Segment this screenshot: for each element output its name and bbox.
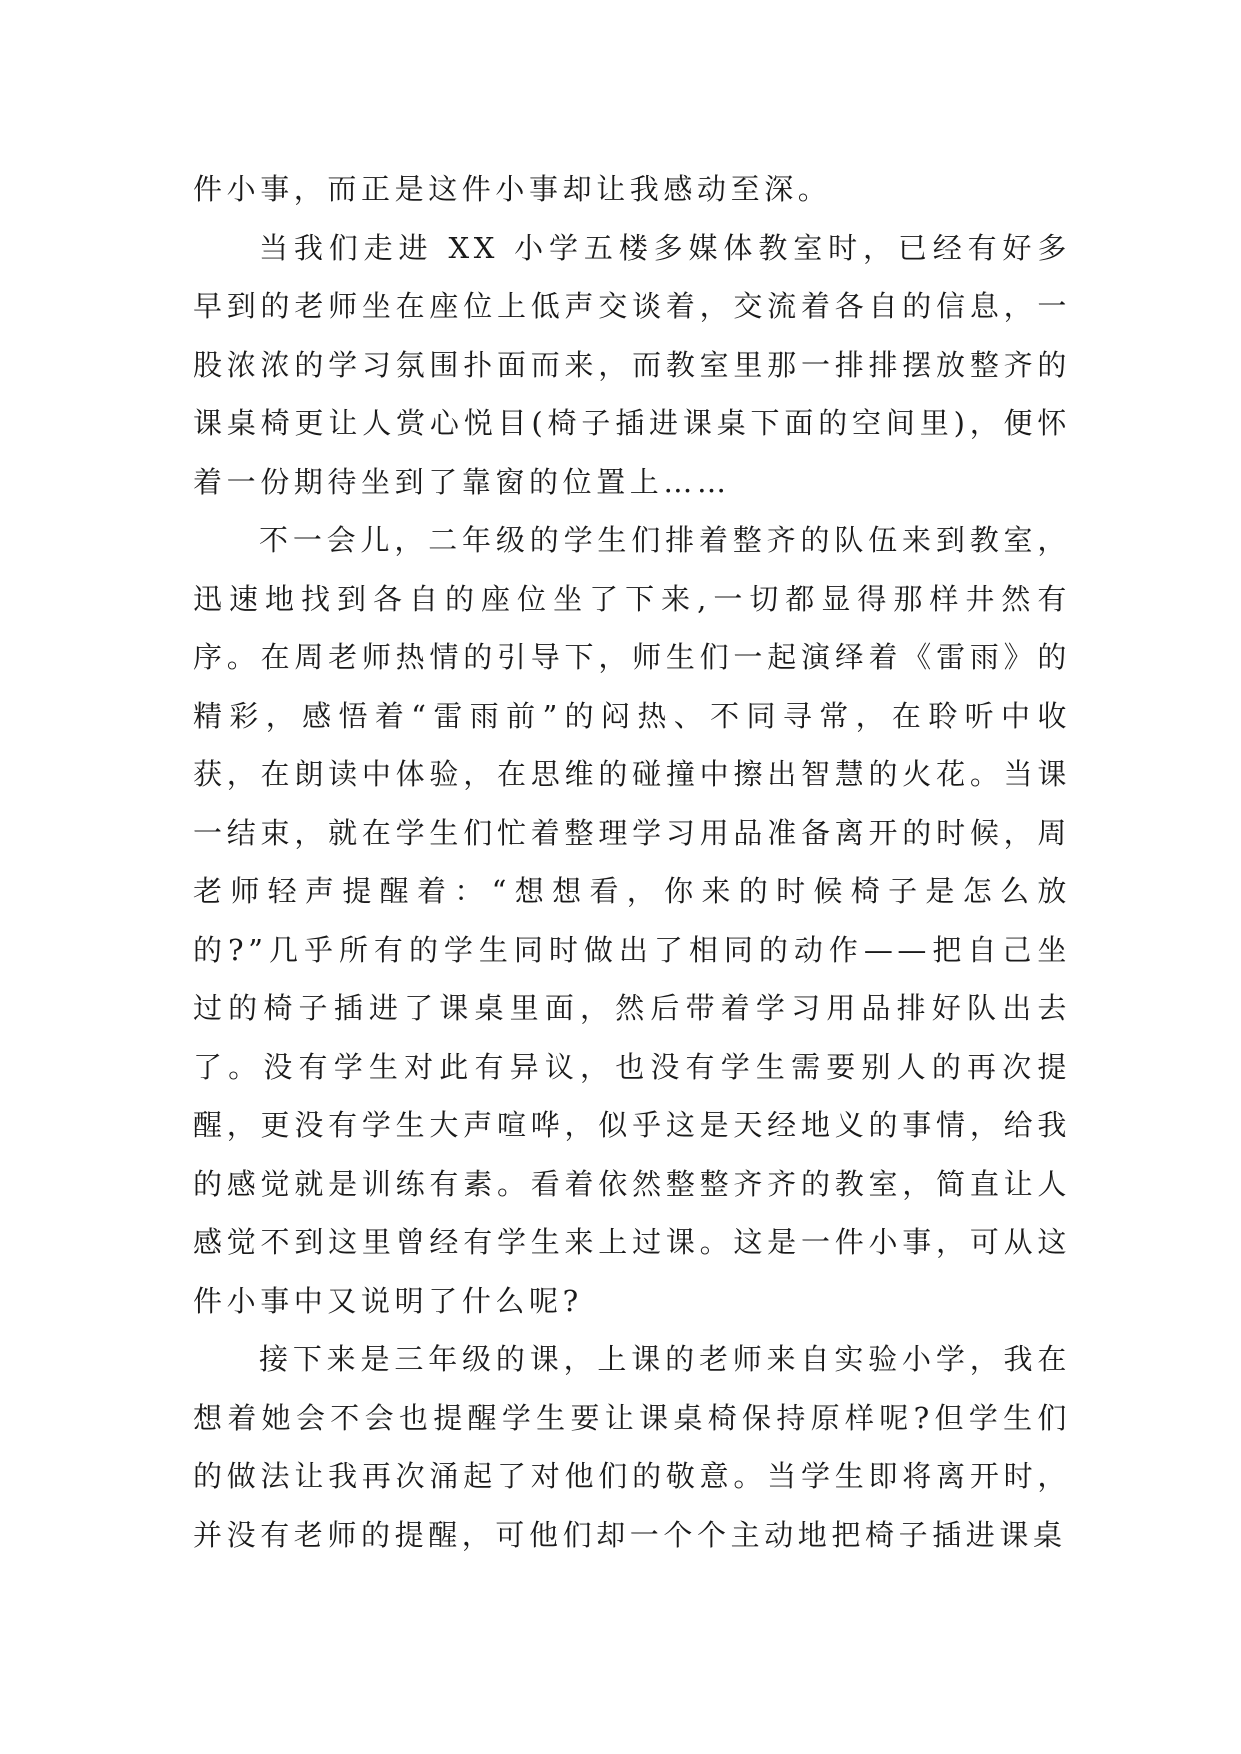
text-line: 的学生同时做出了相同的动作——把自己坐过的椅子插进 <box>193 932 1072 1025</box>
text-line: 声喧哗，似乎这是天经地义的事情，给我的感觉就是训练有 <box>193 1108 1071 1201</box>
text-line: 在周老师热情的引导下，师生们一起演绎着《雷雨》的精彩， <box>193 640 1072 733</box>
text-line: 浓浓的学习氛围扑面而来，而教室里那一排排摆放整齐的课 <box>193 347 1071 440</box>
document-body <box>193 160 1071 1564</box>
text-line: 接下来是三年级的课，上课的老师来自实验小学，我在 <box>259 1342 1071 1376</box>
text-line: 想着她会不会也提醒学生要让课桌椅保持原样呢?但学生们 <box>193 1400 1071 1435</box>
text-line: 什么呢? <box>461 1283 583 1318</box>
text-line: 提醒着：“想想看，你来的时候椅子是怎么放的?”几乎所有 <box>193 874 1072 967</box>
text-line: 并没有老师的提醒，可他们却一个个主动地把椅子插进课桌 <box>193 1517 1067 1552</box>
paragraph-3 <box>193 511 1071 1330</box>
text-line: 一份期待坐到了靠窗的位置上…… <box>226 464 731 499</box>
text-line: 的做法让我再次涌起了对他们的敬意。当学生即将离开时， <box>193 1459 1071 1493</box>
text-line: 读中体验，在思维的碰撞中擦出智慧的火花。当课一结束， <box>193 757 1071 850</box>
text-line: 就在学生们忙着整理学习用品准备离开的时候，周老师轻声 <box>193 815 1071 908</box>
text-line: 素。看着依然整整齐齐的教室，简直让人感觉不到这里曾经 <box>193 1166 1071 1259</box>
text-line: 桌椅更让人赏心悦目(椅子插进课桌下面的空间里)，便怀着 <box>193 406 1071 499</box>
text-line: 迅速地找到各自的座位坐了下来,一切都显得那样井然有序。 <box>193 581 1071 674</box>
text-line: 此有异议，也没有学生需要别人的再次提醒，更没有学生大 <box>193 1049 1071 1142</box>
text-line: 了课桌里面，然后带着学习用品排好队出去了。没有学生对 <box>193 991 1071 1084</box>
text-line: 感悟着“雷雨前”的闷热、不同寻常，在聆听中收获，在朗 <box>193 698 1071 791</box>
text-line: 不一会儿，二年级的学生们排着整齐的队伍来到教室， <box>259 523 1071 557</box>
paragraph-2 <box>193 219 1071 512</box>
text-line: 到的老师坐在座位上低声交谈着，交流着各自的信息，一股 <box>193 289 1071 382</box>
paragraph-1 <box>193 160 1071 219</box>
text-line: 有学生来上过课。这是一件小事，可从这件小事中又说明了 <box>193 1225 1071 1318</box>
text-line: 当我们走进 XX 小学五楼多媒体教室时，已经有好多早 <box>193 230 1071 323</box>
text-line: 件小事，而正是这件小事却让我感动至深。 <box>193 172 832 206</box>
paragraph-4 <box>193 1330 1071 1564</box>
